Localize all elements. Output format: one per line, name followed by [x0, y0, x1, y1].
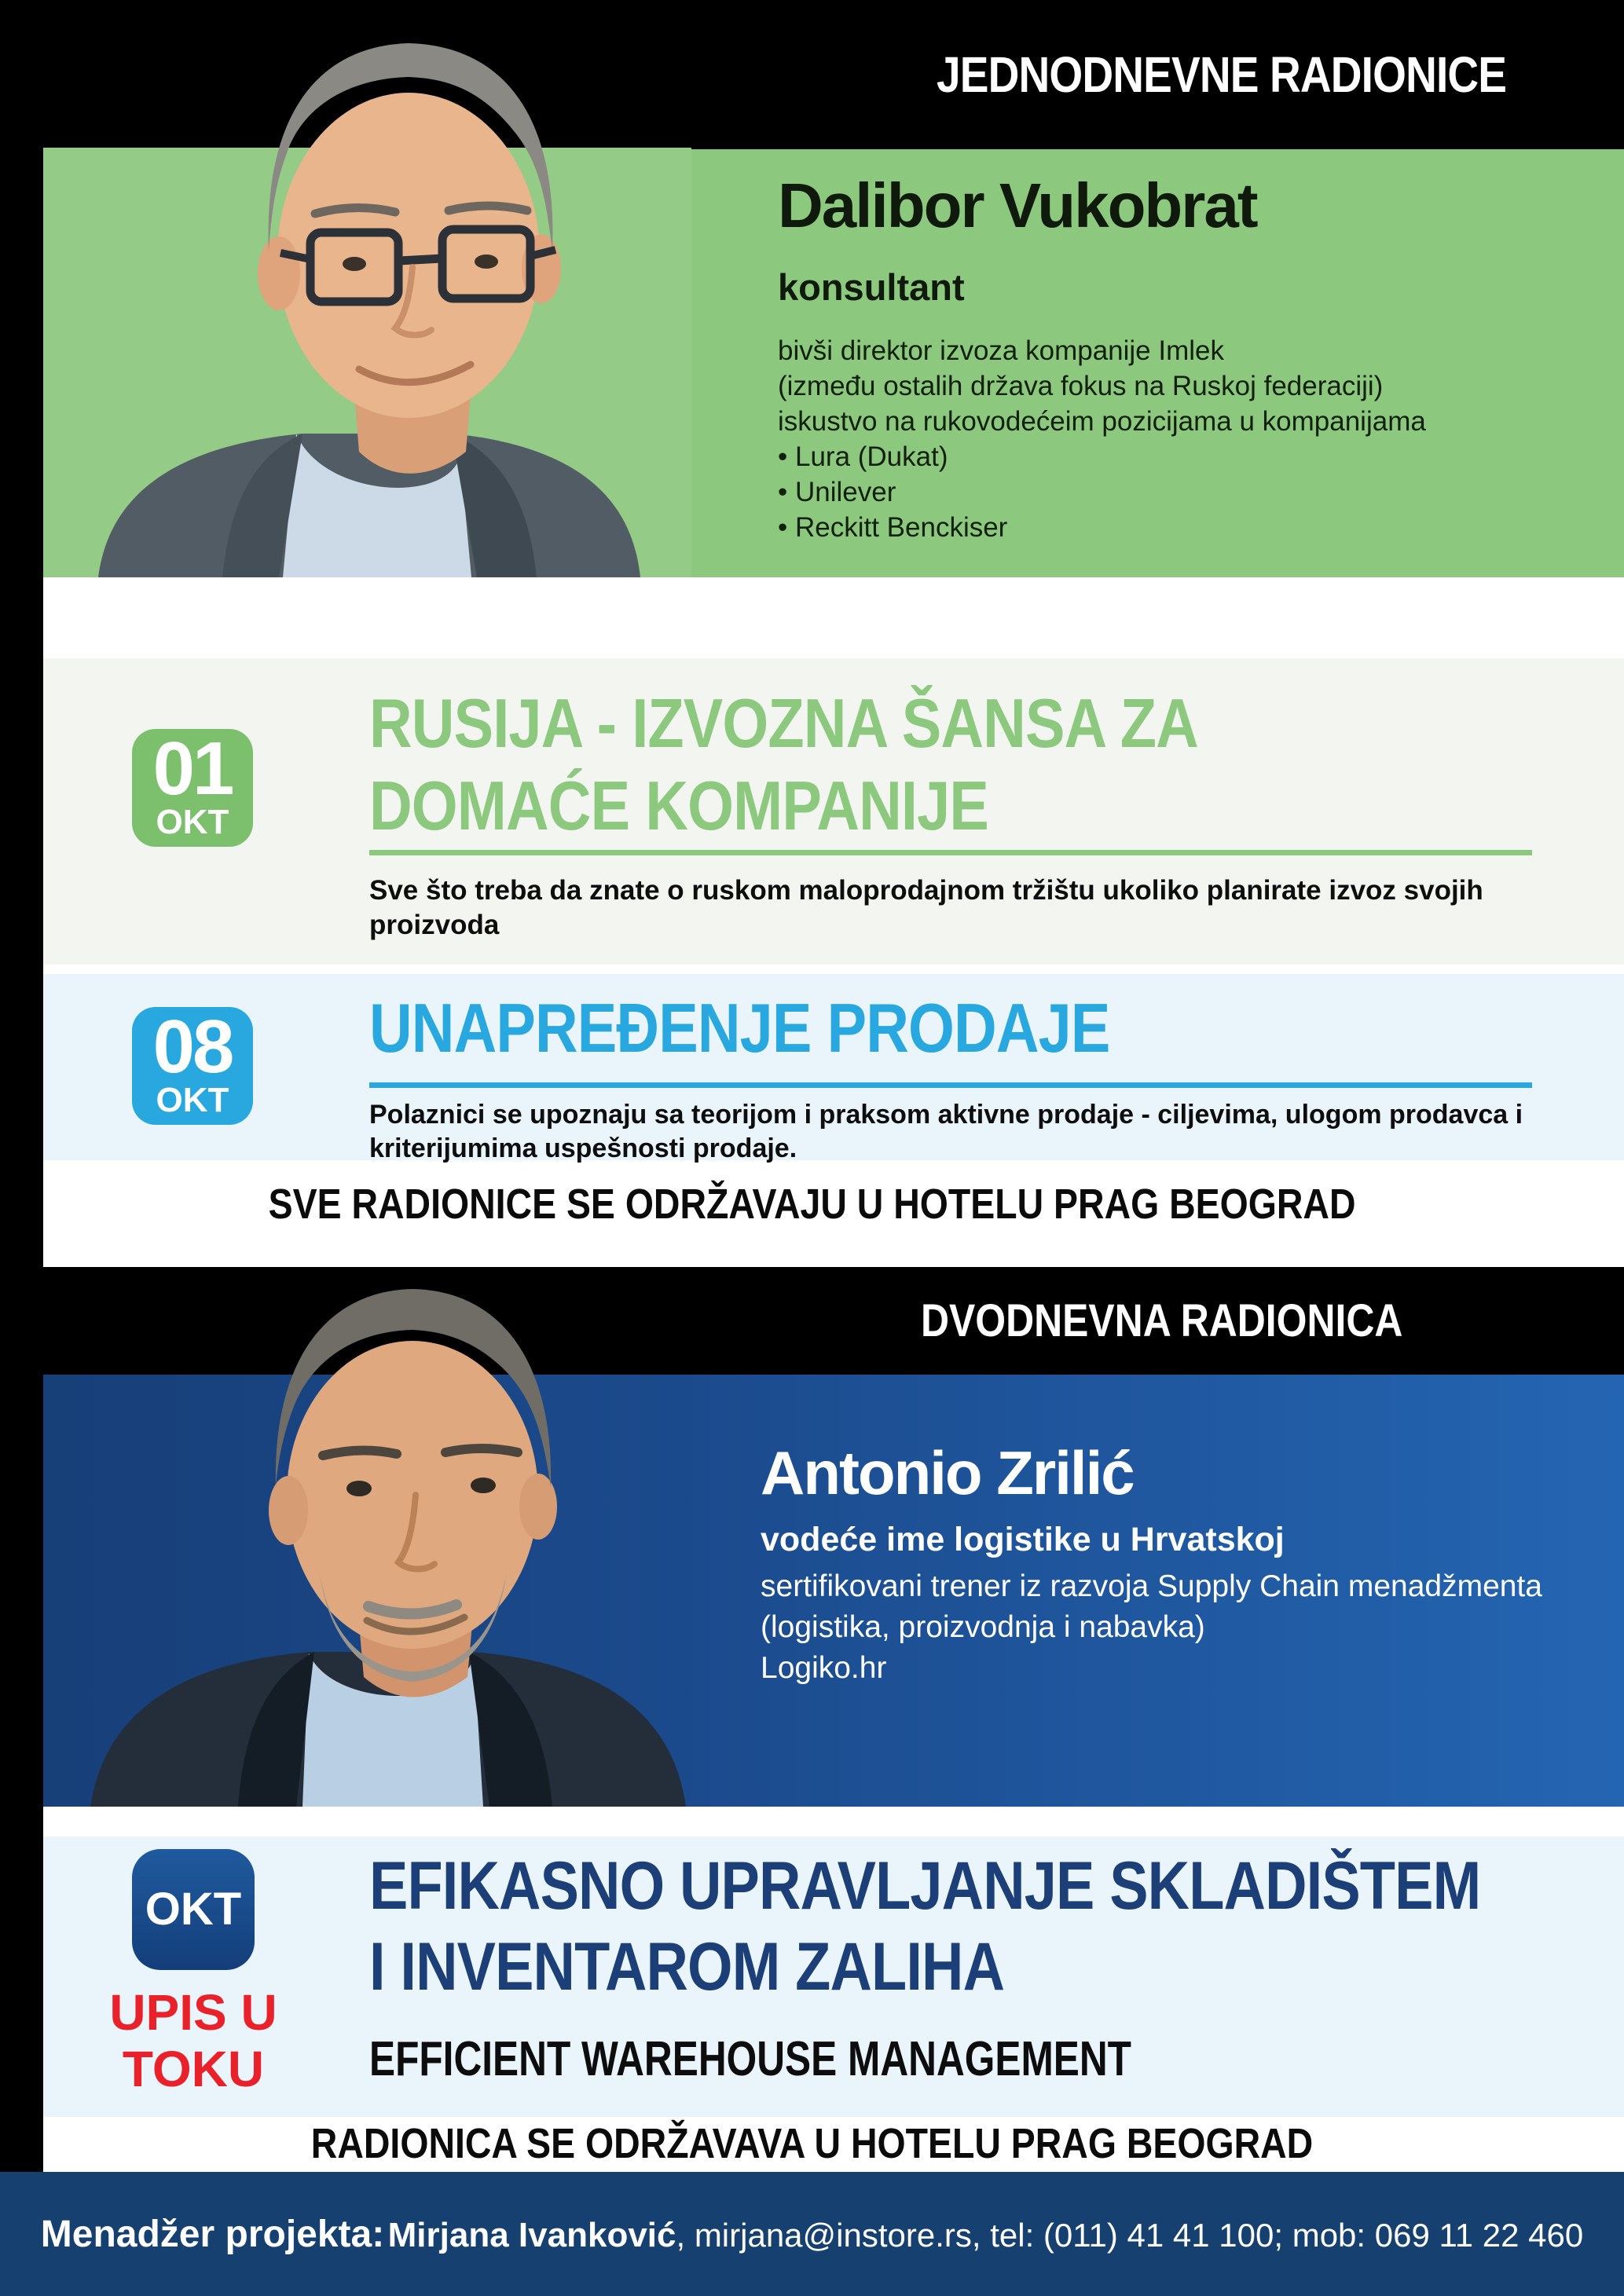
footer-bar	[0, 2172, 1624, 2296]
speaker1-bio-line: bivši direktor izvoza kompanije Imlek	[778, 335, 1224, 366]
speaker1-bio-line: (između ostalih država fokus na Ruskoj federaciji)	[778, 371, 1384, 401]
project-manager-label: Menadžer projekta:	[40, 2213, 385, 2255]
workshop1-title	[369, 682, 1333, 847]
enrollment-open-line2: TOKU	[122, 2041, 265, 2097]
speaker2-role: vodeće ime logistike u Hrvatskoj	[761, 1521, 1285, 1558]
workshop1-date-badge	[132, 729, 253, 847]
two-day-banner	[921, 1294, 1481, 1347]
speaker1-bio	[778, 333, 1426, 545]
one-day-venue-note	[0, 1180, 1624, 1229]
workshop3-subtitle-en-label: EFFICIENT WAREHOUSE MANAGEMENT	[369, 2032, 1131, 2086]
speaker2-bio-line: (logistika, proizvodnja i nabavka)	[761, 1610, 1205, 1644]
workshop3-date-badge	[132, 1849, 255, 1970]
speaker2-photo	[43, 1267, 746, 1807]
workshop3-date-month: OKT	[145, 1884, 242, 1935]
speaker1-bio-line: • Reckitt Benckiser	[778, 512, 1008, 543]
one-day-workshops-banner	[844, 46, 1506, 104]
workshop2-title-line1: UNAPREĐENJE PRODAJE	[369, 989, 1110, 1067]
left-black-strip	[0, 0, 43, 2172]
speaker1-photo	[43, 0, 691, 577]
workshop2-date-day: 08	[152, 1005, 233, 1089]
project-manager-name: Mirjana Ivanković	[387, 2215, 676, 2254]
workshop1-description: Sve što treba da znate o ruskom maloprodajnom tržištu ukoliko planirate izvoz svojih proizvoda	[369, 875, 1483, 940]
speaker2-bio	[761, 1566, 1542, 1689]
workshop2-date-badge	[132, 1007, 253, 1125]
workshop3-title-line1: EFIKASNO UPRAVLJANJE SKLADIŠTEM	[369, 1848, 1481, 1924]
one-day-venue-note-label: SVE RADIONICE SE ODRŽAVAJU U HOTELU PRAG BEOGRAD	[268, 1181, 1356, 1228]
speaker2-name: Antonio Zrilić	[761, 1438, 1134, 1507]
workshop1-date-day: 01	[152, 727, 233, 811]
enrollment-open-note	[66, 1984, 321, 2097]
speaker1-role: konsultant	[778, 266, 965, 308]
two-day-venue-note	[0, 2119, 1624, 2168]
speaker1-bio-line: • Lura (Dukat)	[778, 441, 948, 472]
workshop1-underline	[369, 850, 1532, 855]
speaker1-name: Dalibor Vukobrat	[778, 170, 1257, 240]
enrollment-open-line1: UPIS U	[109, 1984, 277, 2041]
speaker1-bio-line: • Unilever	[778, 477, 896, 507]
workshop3-subtitle-en	[369, 2031, 1322, 2087]
speaker2-bio-line: Logiko.hr	[761, 1651, 887, 1685]
project-manager-contact	[41, 2213, 1583, 2256]
workshop2-description: Polaznici se upoznaju sa teorijom i praksom aktivne prodaje - ciljevima, ulogom prodavca i kriterijumima uspešnosti prodaje.	[369, 1100, 1523, 1163]
workshop2-date-month: OKT	[156, 1081, 229, 1119]
one-day-workshops-banner-label: JEDNODNEVNE RADIONICE	[936, 46, 1506, 103]
workshop3-title	[369, 1846, 1624, 2008]
workshop1-date-month: OKT	[156, 803, 229, 841]
workshop1-title-line2: DOMAĆE KOMPANIJE	[369, 767, 988, 844]
workshop2-title	[369, 988, 1230, 1068]
workshop2-underline	[369, 1082, 1532, 1088]
project-manager-contact-details: , mirjana@instore.rs, tel: (011) 41 41 100; mob: 069 11 22 460	[676, 2216, 1584, 2254]
workshop1-title-line1: RUSIJA - IZVOZNA ŠANSA ZA	[369, 684, 1198, 762]
speaker1-bio-line: iskustvo na rukovodećeim pozicijama u kompanijama	[778, 406, 1426, 437]
two-day-venue-note-label: RADIONICA SE ODRŽAVAVA U HOTELU PRAG BEOGRAD	[310, 2120, 1314, 2167]
speaker2-bio-line: sertifikovani trener iz razvoja Supply Chain menadžmenta	[761, 1569, 1542, 1603]
two-day-banner-label: DVODNEVNA RADIONICA	[921, 1295, 1403, 1346]
workshop3-title-line2: I INVENTAROM ZALIHA	[369, 1929, 1005, 2005]
